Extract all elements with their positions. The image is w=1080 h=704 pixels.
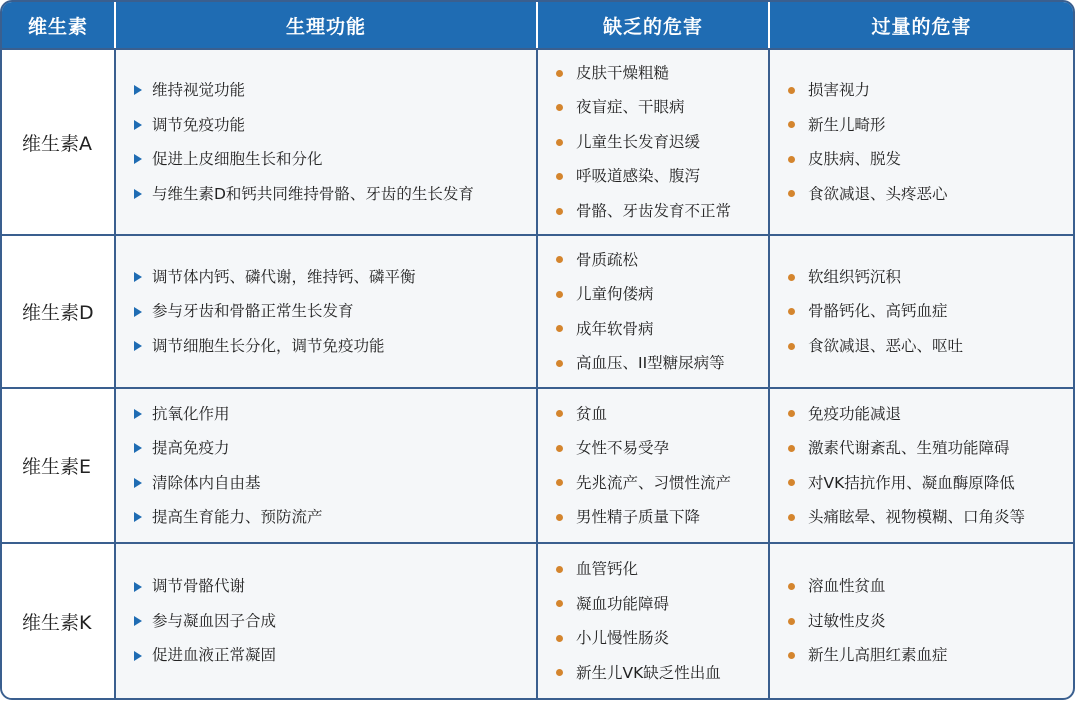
triangle-bullet-icon (134, 154, 142, 164)
excess-list (770, 50, 1073, 234)
list-item (134, 108, 536, 143)
table-row (2, 234, 1073, 387)
list-item (788, 177, 1073, 212)
dot-bullet-icon (556, 360, 563, 367)
triangle-bullet-icon (134, 478, 142, 488)
list-item (556, 194, 768, 229)
list-item (788, 397, 1073, 432)
triangle-bullet-icon (134, 616, 142, 626)
list-item-text: 提高免疫力 (152, 439, 230, 457)
list-item-text: 调节骨骼代谢 (152, 577, 246, 596)
list-item-text: 促进血液正常凝固 (152, 646, 277, 665)
list-item-text: 提高生育能力、预防流产 (152, 508, 323, 526)
triangle-bullet-icon (134, 120, 142, 130)
dot-bullet-icon (556, 291, 563, 298)
triangle-bullet-icon (134, 582, 142, 592)
list-item (556, 552, 768, 587)
list-item-text: 夜盲症、干眼病 (576, 98, 685, 117)
dot-bullet-icon (556, 173, 563, 180)
dot-bullet-icon (556, 600, 563, 607)
list-item-text: 新生儿畸形 (808, 115, 886, 134)
list-item-text: 损害视力 (808, 81, 871, 99)
dot-bullet-icon (556, 479, 563, 486)
dot-bullet-icon (788, 87, 795, 94)
list-item (134, 638, 536, 673)
list-item-text: 头痛眩晕、视物模糊、口角炎等 (808, 508, 1026, 526)
list-item (556, 466, 768, 501)
triangle-bullet-icon (134, 651, 142, 661)
list-item-text: 调节细胞生长分化，调节免疫功能 (152, 336, 385, 355)
excess-list (770, 389, 1073, 542)
list-item-text: 食欲减退、头疼恶心 (808, 184, 948, 203)
list-item (134, 329, 536, 364)
triangle-bullet-icon (134, 341, 142, 351)
triangle-bullet-icon (134, 409, 142, 419)
deficiency-list (538, 544, 770, 698)
dot-bullet-icon (556, 208, 563, 215)
header-deficiency: 缺乏的危害 (538, 2, 770, 48)
dot-bullet-icon (788, 121, 795, 128)
dot-bullet-icon (788, 652, 795, 659)
function-list (116, 389, 538, 542)
list-item (556, 500, 768, 535)
list-item (556, 56, 768, 91)
vitamin-name: 维生素A (2, 50, 116, 234)
list-item (556, 159, 768, 194)
list-item-text: 儿童佝偻病 (576, 285, 654, 303)
list-item (788, 604, 1073, 639)
table-header (2, 2, 1073, 48)
list-item (556, 431, 768, 466)
vitamin-name: 维生素D (2, 236, 116, 387)
list-item-text: 新生儿VK缺乏性出血 (576, 663, 721, 682)
list-item-text: 先兆流产、习惯性流产 (576, 473, 732, 492)
dot-bullet-icon (788, 156, 795, 163)
triangle-bullet-icon (134, 189, 142, 199)
list-item (788, 329, 1073, 364)
list-item-text: 对VK拮抗作用、凝血酶原降低 (808, 473, 1015, 492)
list-item (788, 294, 1073, 329)
dot-bullet-icon (556, 669, 563, 676)
triangle-bullet-icon (134, 272, 142, 282)
list-item (556, 312, 768, 347)
table-row (2, 48, 1073, 234)
list-item-text: 与维生素D和钙共同维持骨骼、牙齿的生长发育 (152, 184, 474, 203)
dot-bullet-icon (788, 274, 795, 281)
list-item-text: 清除体内自由基 (152, 473, 261, 492)
list-item (556, 397, 768, 432)
dot-bullet-icon (556, 256, 563, 263)
list-item-text: 成年软骨病 (576, 319, 654, 338)
list-item (556, 125, 768, 160)
dot-bullet-icon (788, 343, 795, 350)
list-item (134, 500, 536, 535)
list-item (134, 260, 536, 295)
dot-bullet-icon (556, 566, 563, 573)
list-item (556, 277, 768, 312)
dot-bullet-icon (556, 70, 563, 77)
triangle-bullet-icon (134, 85, 142, 95)
dot-bullet-icon (556, 104, 563, 111)
list-item-text: 凝血功能障碍 (576, 594, 670, 613)
list-item (134, 73, 536, 108)
dot-bullet-icon (556, 325, 563, 332)
list-item (788, 142, 1073, 177)
list-item (134, 431, 536, 466)
list-item-text: 儿童生长发育迟缓 (576, 132, 701, 151)
header-function: 生理功能 (116, 2, 538, 48)
list-item (556, 243, 768, 278)
list-item-text: 食欲减退、恶心、呕吐 (808, 336, 964, 355)
list-item-text: 过敏性皮炎 (808, 611, 886, 630)
list-item-text: 激素代谢紊乱、生殖功能障碍 (808, 439, 1010, 457)
list-item (134, 294, 536, 329)
deficiency-list (538, 389, 770, 542)
list-item (788, 500, 1073, 535)
list-item (134, 177, 536, 212)
dot-bullet-icon (556, 635, 563, 642)
list-item-text: 贫血 (576, 404, 608, 423)
list-item-text: 溶血性贫血 (808, 577, 886, 596)
deficiency-list (538, 236, 770, 387)
excess-list (770, 544, 1073, 698)
list-item-text: 参与牙齿和骨骼正常生长发育 (152, 302, 354, 321)
list-item-text: 血管钙化 (576, 560, 639, 578)
list-item (788, 431, 1073, 466)
list-item-text: 皮肤病、脱发 (808, 150, 902, 168)
function-list (116, 50, 538, 234)
list-item (788, 638, 1073, 673)
list-item (788, 466, 1073, 501)
dot-bullet-icon (788, 583, 795, 590)
list-item-text: 骨质疏松 (576, 250, 639, 269)
triangle-bullet-icon (134, 443, 142, 453)
dot-bullet-icon (788, 514, 795, 521)
list-item-text: 皮肤干燥粗糙 (576, 63, 670, 82)
dot-bullet-icon (556, 445, 563, 452)
list-item-text: 骨骼、牙齿发育不正常 (576, 201, 732, 220)
list-item (134, 466, 536, 501)
list-item-text: 调节免疫功能 (152, 115, 246, 134)
list-item (556, 656, 768, 691)
vitamin-name: 维生素K (2, 544, 116, 698)
dot-bullet-icon (788, 479, 795, 486)
list-item (556, 90, 768, 125)
dot-bullet-icon (556, 139, 563, 146)
excess-list (770, 236, 1073, 387)
list-item (134, 604, 536, 639)
table-row (2, 542, 1073, 698)
triangle-bullet-icon (134, 512, 142, 522)
triangle-bullet-icon (134, 307, 142, 317)
list-item (556, 587, 768, 622)
list-item-text: 维持视觉功能 (152, 81, 246, 99)
list-item-text: 呼吸道感染、腹泻 (576, 167, 701, 186)
dot-bullet-icon (788, 308, 795, 315)
deficiency-list (538, 50, 770, 234)
list-item-text: 高血压、II型糖尿病等 (576, 354, 725, 372)
list-item-text: 抗氧化作用 (152, 404, 230, 423)
list-item-text: 促进上皮细胞生长和分化 (152, 150, 323, 168)
dot-bullet-icon (788, 410, 795, 417)
function-list (116, 544, 538, 698)
table-row (2, 387, 1073, 542)
list-item-text: 骨骼钙化、高钙血症 (808, 302, 948, 321)
list-item-text: 新生儿高胆红素血症 (808, 646, 948, 665)
list-item (134, 142, 536, 177)
list-item (556, 346, 768, 381)
list-item-text: 小儿慢性肠炎 (576, 629, 670, 647)
dot-bullet-icon (788, 445, 795, 452)
list-item (134, 397, 536, 432)
header-vitamin: 维生素 (2, 2, 116, 48)
list-item-text: 软组织钙沉积 (808, 267, 902, 286)
dot-bullet-icon (788, 618, 795, 625)
dot-bullet-icon (556, 514, 563, 521)
table-body (2, 48, 1073, 698)
list-item-text: 参与凝血因子合成 (152, 611, 277, 630)
function-list (116, 236, 538, 387)
vitamin-name: 维生素E (2, 389, 116, 542)
list-item-text: 调节体内钙、磷代谢，维持钙、磷平衡 (152, 267, 416, 286)
list-item (788, 73, 1073, 108)
list-item (556, 621, 768, 656)
list-item (134, 569, 536, 604)
list-item-text: 男性精子质量下降 (576, 508, 701, 526)
list-item (788, 260, 1073, 295)
dot-bullet-icon (556, 410, 563, 417)
list-item-text: 免疫功能减退 (808, 404, 902, 423)
list-item (788, 569, 1073, 604)
list-item-text: 女性不易受孕 (576, 439, 670, 457)
header-excess: 过量的危害 (871, 15, 972, 38)
list-item (788, 108, 1073, 143)
dot-bullet-icon (788, 190, 795, 197)
